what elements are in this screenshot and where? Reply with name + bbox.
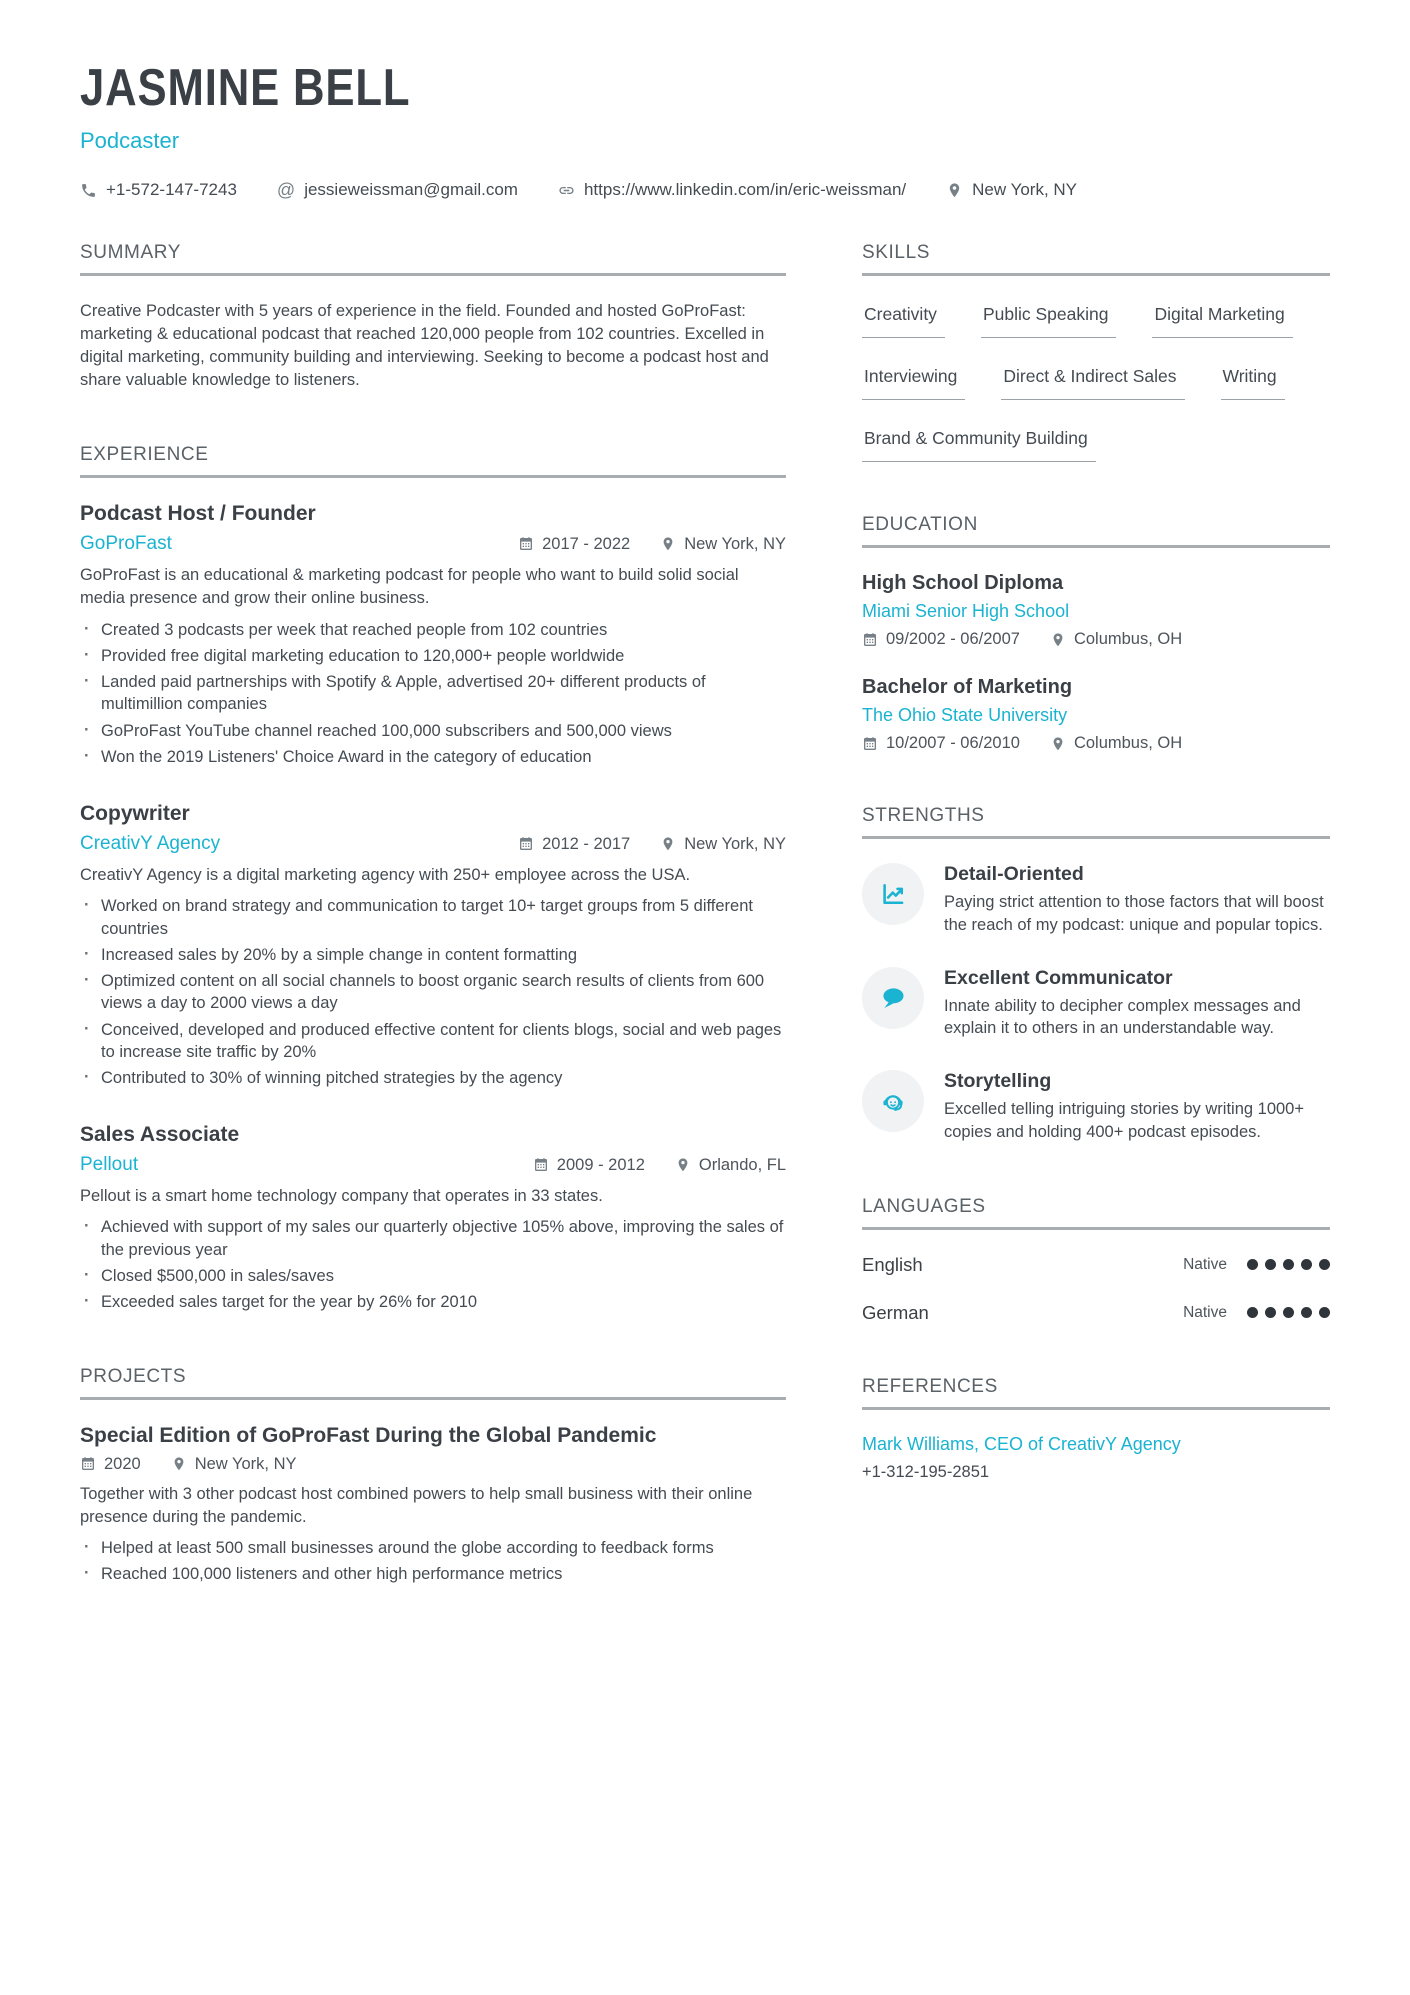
location-icon (660, 836, 676, 852)
link-icon (558, 182, 575, 199)
strength-text: Excelled telling intriguing stories by writing 1000+ copies and holding 400+ podcast episodes. (944, 1100, 1304, 1141)
job-title: Podcast Host / Founder (80, 502, 316, 526)
job-description: GoProFast is an educational & marketing podcast for people who want to build solid social media presence and grow their online business. (80, 566, 739, 608)
bullet-item: · Conceived, developed and produced effective content for clients blogs, social and web pages to increase site traffic by 20% (80, 1019, 786, 1064)
proficiency-dot (1283, 1259, 1294, 1270)
left-column (80, 242, 786, 1637)
proficiency-dot (1283, 1307, 1294, 1318)
job-title: Sales Associate (80, 1123, 240, 1147)
calendar-icon (518, 536, 534, 552)
bullet-item: · Created 3 podcasts per week that reached people from 102 countries (80, 619, 786, 641)
strength-entry (862, 967, 1330, 1041)
speech-bubble-icon (862, 967, 924, 1029)
contact-linkedin (558, 180, 906, 200)
date-range (80, 1455, 141, 1474)
reference-name: Mark Williams, CEO of CreativY Agency (862, 1433, 1181, 1454)
contact-location (946, 180, 1077, 200)
section-education (862, 514, 1330, 753)
skill-item: Digital Marketing (1152, 304, 1292, 338)
project-entry (80, 1424, 786, 1586)
bullet-item: · Reached 100,000 listeners and other high performance metrics (80, 1563, 786, 1585)
location-icon (946, 182, 963, 199)
education-location (1050, 630, 1182, 649)
project-location (171, 1455, 297, 1474)
summary-text: Creative Podcaster with 5 years of experience in the field. Founded and hosted GoProFast: marketing & educational podcast that reached 120,000 people from 102 countries. Excelled in digital marketing, community building and interviewing. Seeking to become a podcast host and share valuable knowledge to listeners. (80, 302, 769, 390)
date-range (518, 535, 630, 554)
strength-entry (862, 1070, 1330, 1144)
degree-title: High School Diploma (862, 572, 1064, 594)
company-row (80, 533, 786, 555)
skill-item: Interviewing (862, 366, 965, 400)
strength-title: Storytelling (944, 1070, 1052, 1093)
experience-entry (80, 802, 786, 1089)
language-proficiency-dots (1247, 1259, 1330, 1270)
contact-phone (80, 180, 237, 200)
bullet-item: · Increased sales by 20% by a simple change in content formatting (80, 944, 786, 966)
job-location (660, 535, 786, 554)
reference-phone: +1-312-195-2851 (862, 1462, 990, 1481)
bullet-item: · Optimized content on all social channels to boost organic search results of clients from 600 views a day to 2000 views a day (80, 970, 786, 1015)
experience-entry (80, 1123, 786, 1313)
company-row (80, 833, 786, 855)
language-proficiency-dots (1247, 1307, 1330, 1318)
project-title: Special Edition of GoProFast During the Global Pandemic (80, 1423, 657, 1447)
project-meta (80, 1455, 786, 1474)
job-meta (533, 1156, 786, 1175)
bullet-item: · Won the 2019 Listeners' Choice Award in the category of education (80, 746, 786, 768)
references-heading: REFERENCES (862, 1376, 1330, 1410)
proficiency-dot (1247, 1259, 1258, 1270)
date-text: 09/2002 - 06/2007 (886, 630, 1020, 648)
education-entry (862, 572, 1330, 649)
education-entry (862, 676, 1330, 753)
education-meta (862, 630, 1330, 649)
email-address[interactable]: jessieweissman@gmail.com (304, 180, 518, 199)
headset-person-icon (862, 1070, 924, 1132)
strength-body (944, 863, 1330, 937)
project-description: Together with 3 other podcast host combined powers to help small business with their online presence during the pandemic. (80, 1484, 753, 1526)
calendar-icon (862, 736, 878, 752)
experience-entry (80, 502, 786, 768)
location-text: New York, NY (684, 834, 786, 853)
proficiency-dot (1319, 1259, 1330, 1270)
section-summary (80, 242, 786, 392)
strength-text: Innate ability to decipher complex messages and explain it to others in an understandable way. (944, 996, 1301, 1038)
location-text: Orlando, FL (698, 1155, 786, 1174)
right-column (862, 242, 1330, 1637)
location-text: Columbus, OH (1073, 734, 1183, 752)
section-skills (862, 242, 1330, 462)
location-icon (171, 1456, 187, 1472)
date-range (862, 630, 1020, 649)
proficiency-dot (1265, 1307, 1276, 1318)
bullet-item: · Landed paid partnerships with Spotify & Apple, advertised 20+ different products of multimillion companies (80, 671, 786, 716)
calendar-icon (518, 836, 534, 852)
reference-entry (862, 1434, 1330, 1482)
strength-body (944, 1070, 1330, 1144)
location-icon (660, 536, 676, 552)
job-bullets (80, 895, 786, 1089)
experience-heading: EXPERIENCE (80, 444, 786, 478)
language-level: Native (1183, 1303, 1227, 1321)
strength-text: Paying strict attention to those factors that will boost the reach of my podcast: unique and popular topics. (944, 893, 1324, 934)
proficiency-dot (1265, 1259, 1276, 1270)
section-projects (80, 1366, 786, 1586)
skill-item: Creativity (862, 304, 945, 338)
location-icon (1050, 736, 1066, 752)
date-range (862, 734, 1020, 753)
language-level-group (1183, 1256, 1330, 1274)
skill-item: Public Speaking (981, 304, 1117, 338)
company-row (80, 1154, 786, 1176)
location-text: New York, NY (972, 180, 1078, 199)
location-text: New York, NY (684, 534, 786, 553)
job-bullets (80, 619, 786, 769)
skills-list (862, 300, 1330, 462)
bullet-item: · Provided free digital marketing education to 120,000+ people worldwide (80, 645, 786, 667)
date-text: 2017 - 2022 (542, 534, 631, 553)
skill-item: Direct & Indirect Sales (1001, 366, 1184, 400)
languages-heading: LANGUAGES (862, 1196, 1330, 1230)
job-title: Copywriter (80, 802, 190, 826)
degree-title: Bachelor of Marketing (862, 676, 1073, 698)
job-bullets (80, 1216, 786, 1313)
date-range (518, 835, 630, 854)
resume-header (80, 58, 1330, 200)
bullet-item: · Worked on brand strategy and communication to target 10+ target groups from 5 different countries (80, 895, 786, 940)
job-description: CreativY Agency is a digital marketing agency with 250+ employee across the USA. (80, 866, 691, 885)
bullet-item: · Helped at least 500 small businesses around the globe according to feedback forms (80, 1537, 786, 1559)
company-name: CreativY Agency (80, 833, 221, 855)
location-text: New York, NY (194, 1454, 297, 1473)
strength-title: Excellent Communicator (944, 966, 1173, 989)
job-location (675, 1156, 786, 1175)
section-references (862, 1376, 1330, 1482)
projects-heading: PROJECTS (80, 1366, 786, 1400)
bullet-item: · GoProFast YouTube channel reached 100,000 subscribers and 500,000 views (80, 720, 786, 742)
job-meta (518, 835, 786, 854)
section-experience (80, 444, 786, 1313)
section-strengths (862, 805, 1330, 1144)
language-name: English (862, 1253, 923, 1275)
language-entry (862, 1302, 1330, 1324)
date-text: 10/2007 - 06/2010 (886, 734, 1020, 752)
section-languages (862, 1196, 1330, 1324)
date-text: 2012 - 2017 (542, 834, 631, 853)
bullet-item: · Exceeded sales target for the year by 26% for 2010 (80, 1291, 786, 1313)
skills-heading: SKILLS (862, 242, 1330, 276)
school-name: Miami Senior High School (862, 601, 1070, 621)
location-text: Columbus, OH (1073, 630, 1183, 648)
two-column-layout (80, 242, 1330, 1637)
contact-email (277, 180, 518, 200)
proficiency-dot (1301, 1307, 1312, 1318)
date-text: 2009 - 2012 (556, 1155, 645, 1174)
job-meta (518, 535, 786, 554)
job-location (660, 835, 786, 854)
strength-title: Detail-Oriented (944, 863, 1084, 885)
phone-number: +1-572-147-7243 (106, 180, 237, 199)
proficiency-dot (1301, 1259, 1312, 1270)
bullet-item: · Closed $500,000 in sales/saves (80, 1265, 786, 1287)
strength-entry (862, 863, 1330, 937)
location-icon (1050, 632, 1066, 648)
calendar-icon (80, 1456, 96, 1472)
strengths-heading: STRENGTHS (862, 805, 1330, 839)
summary-heading: SUMMARY (80, 242, 786, 276)
calendar-icon (533, 1157, 549, 1173)
language-level: Native (1183, 1255, 1227, 1273)
school-name: The Ohio State University (862, 705, 1068, 725)
phone-icon (80, 182, 97, 199)
contact-row (80, 180, 1330, 200)
job-role-subtitle: Podcaster (80, 128, 180, 153)
date-text: 2020 (104, 1454, 141, 1473)
language-level-group (1183, 1304, 1330, 1322)
language-entry (862, 1254, 1330, 1276)
calendar-icon (862, 632, 878, 648)
page-title: JASMINE BELL (80, 59, 411, 117)
bullet-item: · Contributed to 30% of winning pitched strategies by the agency (80, 1067, 786, 1089)
bullet-item: · Achieved with support of my sales our quarterly objective 105% above, improving the sales of the previous year (80, 1216, 786, 1261)
skill-item: Writing (1221, 366, 1285, 400)
job-description: Pellout is a smart home technology company that operates in 33 states. (80, 1187, 603, 1206)
education-heading: EDUCATION (862, 514, 1330, 548)
skill-item: Brand & Community Building (862, 428, 1096, 462)
linkedin-url[interactable]: https://www.linkedin.com/in/eric-weissman/ (583, 180, 907, 199)
proficiency-dot (1247, 1307, 1258, 1318)
location-icon (675, 1157, 691, 1173)
company-name: Pellout (80, 1154, 139, 1176)
company-name: GoProFast (80, 533, 172, 555)
chart-line-icon (862, 863, 924, 925)
date-range (533, 1156, 645, 1175)
proficiency-dot (1319, 1307, 1330, 1318)
at-icon: @ (276, 180, 296, 200)
project-bullets (80, 1537, 786, 1586)
strength-body (944, 967, 1330, 1041)
language-name: German (862, 1301, 929, 1323)
education-meta (862, 734, 1330, 753)
education-location (1050, 734, 1182, 753)
